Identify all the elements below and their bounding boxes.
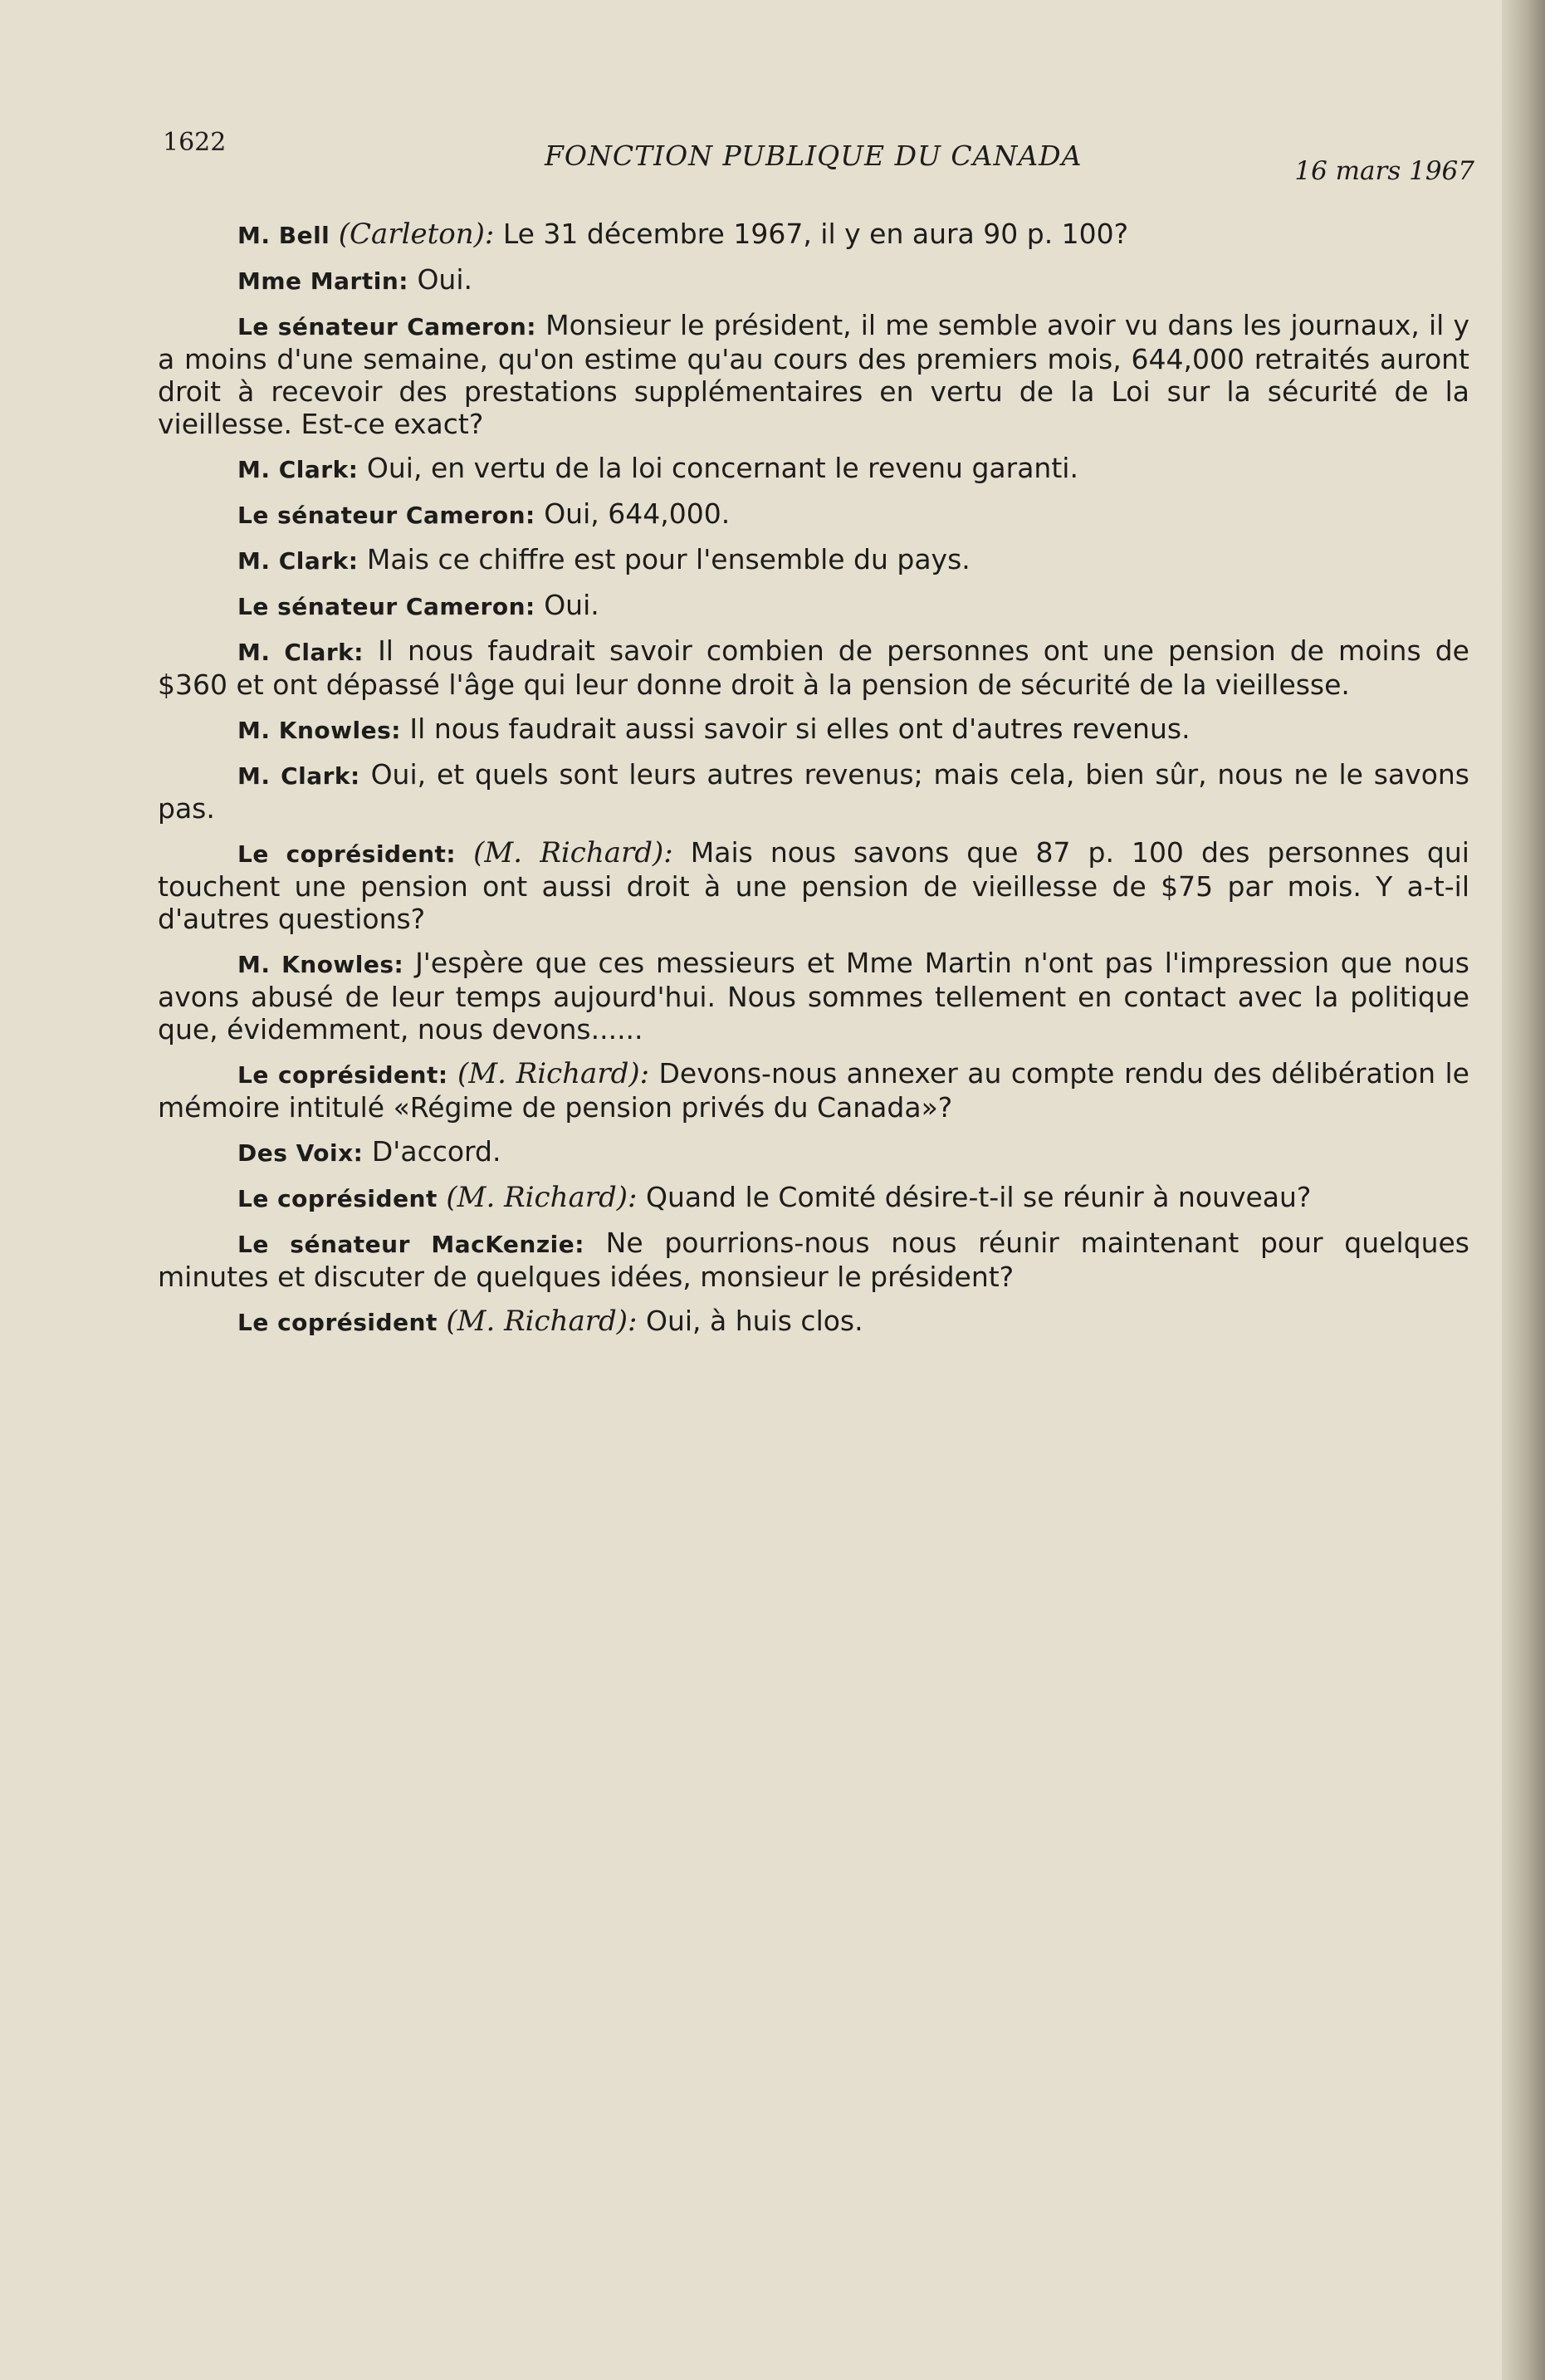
speaker-qualifier: (M. Richard): [457, 1057, 650, 1090]
transcript-paragraph [158, 452, 1469, 486]
speaker-name: Des Voix: [237, 1139, 364, 1167]
speaker-name: M. Bell [237, 222, 330, 249]
transcript-paragraph [158, 713, 1469, 747]
speech-text: Oui, à huis clos. [637, 1305, 863, 1337]
speech-text: Il nous faudrait savoir combien de personnes ont une pension de moins de $360 et ont dépassé l'âge qui leur donne droit à la pension de sécurité de la vieillesse. [158, 634, 1469, 701]
transcript-paragraph [158, 947, 1469, 1046]
speech-text: Mais nous savons que 87 p. 100 des personnes qui touchent une pension ont aussi droit à une pension de vieillesse de $75 par mois. Y a-t-il d'autres questions? [158, 836, 1469, 935]
transcript-paragraph [158, 634, 1469, 701]
speech-text: Monsieur le président, il me semble avoir vu dans les journaux, il y a moins d'une semaine, qu'on estime qu'au cours des premiers mois, 644,000 retraités auront droit à recevoir des prestations supplémentaires en vertu de la Loi sur la sécurité de la vieillesse. Est-ce exact? [158, 309, 1470, 440]
speaker-name: M. Clark: [237, 762, 360, 790]
page-edge-shadow [1502, 0, 1545, 2380]
speech-text: Oui, 644,000. [535, 497, 731, 530]
speech-text: Ne pourrions-nous nous réunir maintenant pour quelques minutes et discuter de quelques idées, monsieur le président? [158, 1227, 1469, 1293]
speaker-qualifier: (M. Richard): [446, 1305, 638, 1338]
speaker-name: Le coprésident [237, 1185, 438, 1212]
transcript-paragraph [158, 309, 1469, 440]
page-header [163, 125, 1474, 186]
page-number: 1622 [163, 128, 227, 157]
speech-text: Il nous faudrait aussi savoir si elles ont d'autres revenus. [400, 713, 1191, 745]
speaker-qualifier: (Carleton): [338, 218, 495, 251]
speech-text: Oui. [535, 589, 599, 621]
speech-text: Le 31 décembre 1967, il y en aura 90 p. 100? [494, 218, 1129, 250]
speaker-name: M. Knowles: [237, 951, 404, 978]
transcript-paragraph [158, 218, 1469, 252]
speaker-name: Le sénateur MacKenzie: [237, 1231, 584, 1258]
transcript-paragraph [158, 543, 1469, 577]
running-title: FONCTION PUBLIQUE DU CANADA [545, 140, 1083, 172]
speech-text: Oui. [408, 263, 473, 296]
speaker-name: Mme Martin: [237, 267, 408, 295]
speaker-qualifier: (M. Richard): [473, 836, 673, 869]
speaker-name: Le coprésident: [237, 840, 457, 868]
speaker-name: M. Knowles: [237, 717, 401, 744]
transcript-paragraph [158, 1181, 1469, 1215]
speech-text: Quand le Comité désire-t-il se réunir à nouveau? [637, 1181, 1312, 1213]
speech-text: Oui, en vertu de la loi concernant le revenu garanti. [358, 452, 1078, 484]
speaker-name: Le sénateur Cameron: [237, 593, 535, 620]
header-date: 16 mars 1967 [1294, 156, 1474, 186]
transcript-paragraph [158, 1135, 1469, 1169]
transcript-paragraph [158, 497, 1469, 531]
transcript-paragraph [158, 263, 1469, 297]
speaker-name: Le coprésident [237, 1309, 438, 1336]
transcript-paragraph [158, 758, 1469, 825]
speaker-name: M. Clark: [237, 547, 359, 575]
speech-text: Oui, et quels sont leurs autres revenus; mais cela, bien sûr, nous ne le savons pas. [158, 758, 1469, 825]
speaker-name: M. Clark: [237, 639, 364, 666]
speaker-name: Le sénateur Cameron: [237, 313, 536, 340]
transcript-body [158, 218, 1469, 1350]
transcript-paragraph [158, 1305, 1469, 1339]
speaker-name: Le coprésident: [237, 1061, 448, 1089]
speech-text: Mais ce chiffre est pour l'ensemble du pays. [358, 543, 971, 575]
transcript-paragraph [158, 589, 1469, 623]
speaker-name: Le sénateur Cameron: [237, 502, 535, 529]
speaker-name: M. Clark: [237, 456, 359, 483]
speech-text: D'accord. [363, 1135, 501, 1168]
speech-text: Devons-nous annexer au compte rendu des délibération le mémoire intitulé «Régime de pension privés du Canada»? [158, 1057, 1469, 1124]
speaker-qualifier: (M. Richard): [446, 1181, 638, 1214]
transcript-paragraph [158, 1057, 1469, 1124]
transcript-paragraph [158, 1227, 1469, 1293]
transcript-paragraph [158, 836, 1469, 935]
speech-text: J'espère que ces messieurs et Mme Martin n'ont pas l'impression que nous avons abusé de leur temps aujourd'hui. Nous sommes tellement en contact avec la politique que, évidemment, nous devons...... [158, 947, 1469, 1046]
